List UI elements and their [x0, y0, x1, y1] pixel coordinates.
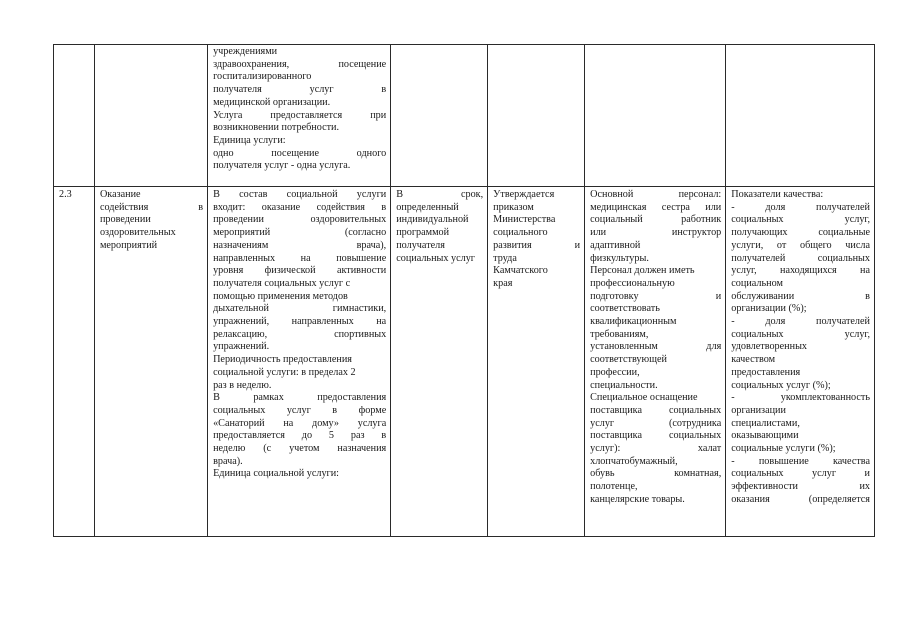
text-line: социальной услуги: в пределах 2: [213, 366, 356, 378]
text-line: услуг): халат: [590, 443, 722, 455]
text-line: - укомплектованность: [731, 392, 870, 404]
cell-quality: [726, 45, 875, 187]
text-line: возникновении потребности.: [213, 122, 340, 134]
text-line: врача).: [213, 455, 243, 467]
text-line: качеством: [731, 354, 776, 366]
text-line: оздоровительных: [99, 227, 176, 239]
text-line: Камчатского: [493, 265, 548, 277]
text-line: В срок,: [396, 189, 484, 200]
text-line: организации (%);: [731, 303, 807, 315]
text-line: социальных услуг,: [731, 214, 870, 226]
text-line: Услуга предоставляется при: [213, 109, 387, 121]
text-line: специалистами,: [731, 417, 800, 429]
text-line: - доля получателей: [731, 316, 870, 328]
text-line: обслуживании в: [731, 290, 870, 302]
text-line: программой: [396, 227, 450, 239]
text-line: входит: оказание содействия в: [213, 201, 387, 213]
text-line: труда: [493, 252, 517, 264]
text-line: направленных на повышение: [213, 252, 387, 264]
text-line: получателя услуг - одна услуга.: [213, 160, 351, 172]
text-line: адаптивной: [590, 239, 641, 251]
text-line: назначениям врача),: [213, 239, 387, 251]
text-line: оказания (определяется: [731, 493, 870, 505]
text-line: Персонал должен иметь: [590, 265, 695, 277]
cell-cost: [488, 45, 585, 187]
cell-quality: [726, 187, 875, 537]
text-line: эффективности их: [731, 481, 870, 493]
text-line: индивидуальной: [396, 214, 469, 226]
cell-cost: [488, 187, 585, 537]
text-line: социального: [493, 227, 548, 239]
text-line: требованиям,: [590, 328, 649, 340]
text-line: содействия в: [99, 201, 204, 213]
text-line: подготовку и: [590, 290, 722, 302]
cell-term: [391, 187, 488, 537]
text-line: получателя социальных услуг с: [213, 277, 351, 289]
text-line: Оказание: [99, 189, 141, 200]
text-line: социальный работник: [590, 214, 722, 226]
text-line: профессиональную: [590, 277, 675, 289]
cell-term: [391, 45, 488, 187]
text-line: развития и: [493, 239, 581, 251]
text-line: «Санаторий на дому» услуга: [213, 417, 387, 429]
cell-number: [54, 45, 95, 187]
table-row: [54, 45, 875, 187]
text-line: услуг, находящихся на: [731, 265, 870, 277]
cell-service-name: [94, 187, 207, 537]
text-line: получателя услуг в: [213, 84, 387, 96]
text-line: организации: [731, 404, 786, 416]
text-line: учреждениями: [213, 46, 278, 57]
text-line: упражнений.: [213, 341, 270, 353]
text-line: услуг (сотрудника: [590, 417, 722, 429]
text-line: специальности.: [590, 379, 658, 391]
text-line: медицинская сестра или: [590, 201, 722, 213]
text-line: определенный: [396, 201, 459, 213]
row-number: 2.3: [59, 189, 72, 200]
text-line: одно посещение одного: [213, 147, 387, 159]
text-line: социальном: [731, 277, 783, 289]
text-line: социальные услуги (%);: [731, 443, 836, 455]
text-line: удовлетворенных: [731, 341, 808, 353]
text-line: Единица услуги:: [213, 134, 286, 146]
text-line: предоставления: [731, 366, 801, 378]
text-line: соответствовать: [590, 303, 660, 315]
text-line: В состав социальной услуги: [213, 189, 387, 200]
text-line: социальных услуг,: [731, 328, 870, 340]
text-line: социальных услуг в форме: [213, 404, 387, 416]
social-services-table: [53, 44, 875, 537]
table-row: [54, 187, 875, 537]
text-line: полотенце,: [590, 481, 638, 493]
text-line: Основной персонал:: [590, 189, 722, 200]
text-line: дыхательной гимнастики,: [213, 303, 387, 315]
text-line: социальных услуг и: [731, 468, 870, 480]
text-line: раз в неделю.: [213, 379, 272, 391]
text-line: предоставляется до 5 раз в: [213, 430, 387, 442]
text-line: или инструктор: [590, 227, 722, 239]
text-line: Специальное оснащение: [590, 392, 698, 404]
text-line: оказывающими: [731, 430, 799, 442]
text-line: приказом: [493, 201, 534, 213]
text-line: Показатели качества:: [731, 189, 824, 200]
text-line: социальных услуг (%);: [731, 379, 831, 391]
text-line: В рамках предоставления: [213, 392, 387, 404]
text-line: профессии,: [590, 366, 640, 378]
text-line: Периодичность предоставления: [213, 354, 352, 366]
text-line: здравоохранения, посещение: [213, 58, 387, 70]
text-line: Утверждается: [493, 189, 555, 200]
text-line: поставщика социальных: [590, 404, 722, 416]
text-line: услуги, от общего числа: [731, 239, 870, 251]
cell-service-name: [94, 45, 207, 187]
text-line: - повышение качества: [731, 455, 870, 467]
text-line: соответствующей: [590, 354, 667, 366]
text-line: мероприятий (согласно: [213, 227, 387, 239]
text-line: получателей социальных: [731, 252, 870, 264]
text-line: мероприятий: [99, 239, 158, 251]
text-line: получателя: [396, 239, 445, 251]
text-line: Министерства: [493, 214, 556, 226]
text-line: релаксацию, спортивных: [213, 328, 387, 340]
text-line: квалификационным: [590, 316, 677, 328]
text-line: обувь комнатная,: [590, 468, 722, 480]
cell-number: [54, 187, 95, 537]
cell-description: [208, 187, 391, 537]
text-line: Единица социальной услуги:: [213, 468, 340, 480]
text-line: хлопчатобумажный,: [590, 455, 678, 467]
cell-conditions: [585, 187, 726, 537]
text-line: поставщика социальных: [590, 430, 722, 442]
text-line: проведении: [99, 214, 151, 226]
cell-conditions: [585, 45, 726, 187]
text-line: канцелярские товары.: [590, 493, 685, 505]
text-line: госпитализированного: [213, 71, 312, 83]
text-line: края: [493, 277, 513, 289]
text-line: уровня физической активности: [213, 265, 387, 277]
text-line: физкультуры.: [590, 252, 649, 264]
text-line: - доля получателей: [731, 201, 870, 213]
text-line: неделю (с учетом назначения: [213, 443, 387, 455]
text-line: помощью применения методов: [213, 290, 348, 302]
text-line: медицинской организации.: [213, 96, 331, 108]
text-line: социальных услуг: [396, 252, 475, 264]
text-line: проведении оздоровительных: [213, 214, 387, 226]
text-line: установленным для: [590, 341, 722, 353]
cell-description: [208, 45, 391, 187]
text-line: получающих социальные: [731, 227, 870, 239]
text-line: упражнений, направленных на: [213, 316, 387, 328]
